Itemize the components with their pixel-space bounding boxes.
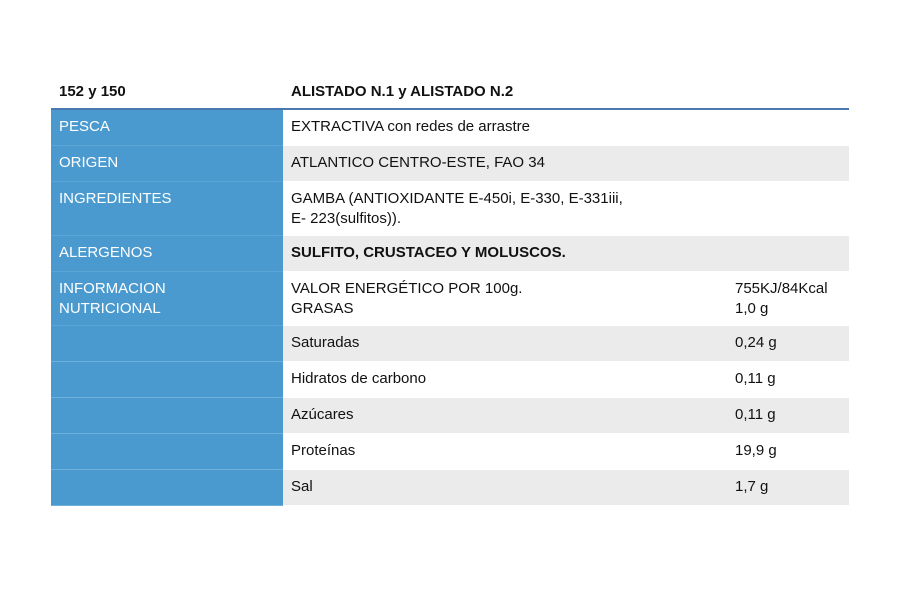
nutrient-row: [51, 398, 849, 434]
nutrient-amount: 0,24 g: [735, 334, 777, 351]
row-value: [283, 434, 849, 470]
product-spec-sheet: [51, 74, 849, 506]
row-pesca: [51, 110, 849, 146]
row-value: [283, 236, 849, 272]
row-value-text: SULFITO, CRUSTACEO Y MOLUSCOS.: [291, 244, 566, 261]
row-value: [283, 146, 849, 182]
row-label-blank: [51, 434, 283, 470]
row-informacion-nutricional: [51, 272, 849, 326]
row-alergenos: [51, 236, 849, 272]
row-value: [283, 470, 849, 506]
row-value-line: GAMBA (ANTIOXIDANTE E-450i, E-330, E-331iii,: [291, 190, 623, 207]
row-value-text: ATLANTICO CENTRO-ESTE, FAO 34: [291, 154, 545, 171]
nutrient-amount: 1,0 g: [735, 300, 769, 317]
nutrient-name: Proteínas: [291, 442, 356, 459]
nutrient-name: Hidratos de carbono: [291, 370, 427, 387]
row-label: PESCA: [51, 110, 283, 146]
nutrient-name: GRASAS: [291, 300, 354, 317]
row-value-text: EXTRACTIVA con redes de arrastre: [291, 118, 530, 135]
nutrient-amount: 755KJ/84Kcal: [735, 280, 828, 297]
row-origen: [51, 146, 849, 182]
row-value: [283, 272, 849, 326]
row-value: [283, 326, 849, 362]
nutrient-names: [291, 279, 735, 318]
row-label-blank: [51, 362, 283, 398]
row-value: [283, 362, 849, 398]
row-label: ALERGENOS: [51, 236, 283, 272]
nutrient-amount: 0,11 g: [735, 406, 776, 423]
nutrient-amounts: [735, 279, 841, 318]
row-label-line: NUTRICIONAL: [59, 300, 161, 317]
row-label: ORIGEN: [51, 146, 283, 182]
nutrient-name: Azúcares: [291, 406, 354, 423]
row-label-line: INFORMACION: [59, 280, 166, 297]
product-name: ALISTADO N.1 y ALISTADO N.2: [291, 82, 514, 100]
row-label-blank: [51, 470, 283, 506]
nutrient-name: VALOR ENERGÉTICO POR 100g.: [291, 280, 523, 297]
row-value: [283, 398, 849, 434]
row-label-blank: [51, 326, 283, 362]
product-code: 152 y 150: [59, 82, 126, 100]
nutrient-name: Sal: [291, 478, 313, 495]
nutrient-amount: 19,9 g: [735, 442, 777, 459]
row-value: [283, 182, 849, 236]
nutrient-amount: 1,7 g: [735, 478, 769, 495]
nutrient-row: [51, 434, 849, 470]
nutrient-amount: 0,11 g: [735, 370, 776, 387]
row-label: INGREDIENTES: [51, 182, 283, 236]
row-value-line: E- 223(sulfitos)).: [291, 210, 402, 227]
row-label: [51, 272, 283, 326]
nutrient-row: [51, 326, 849, 362]
nutrient-row: [51, 470, 849, 506]
nutrient-name: Saturadas: [291, 334, 360, 351]
table-header: [51, 74, 849, 110]
nutrient-row: [51, 362, 849, 398]
row-label-blank: [51, 398, 283, 434]
row-ingredientes: [51, 182, 849, 236]
row-value: [283, 110, 849, 146]
